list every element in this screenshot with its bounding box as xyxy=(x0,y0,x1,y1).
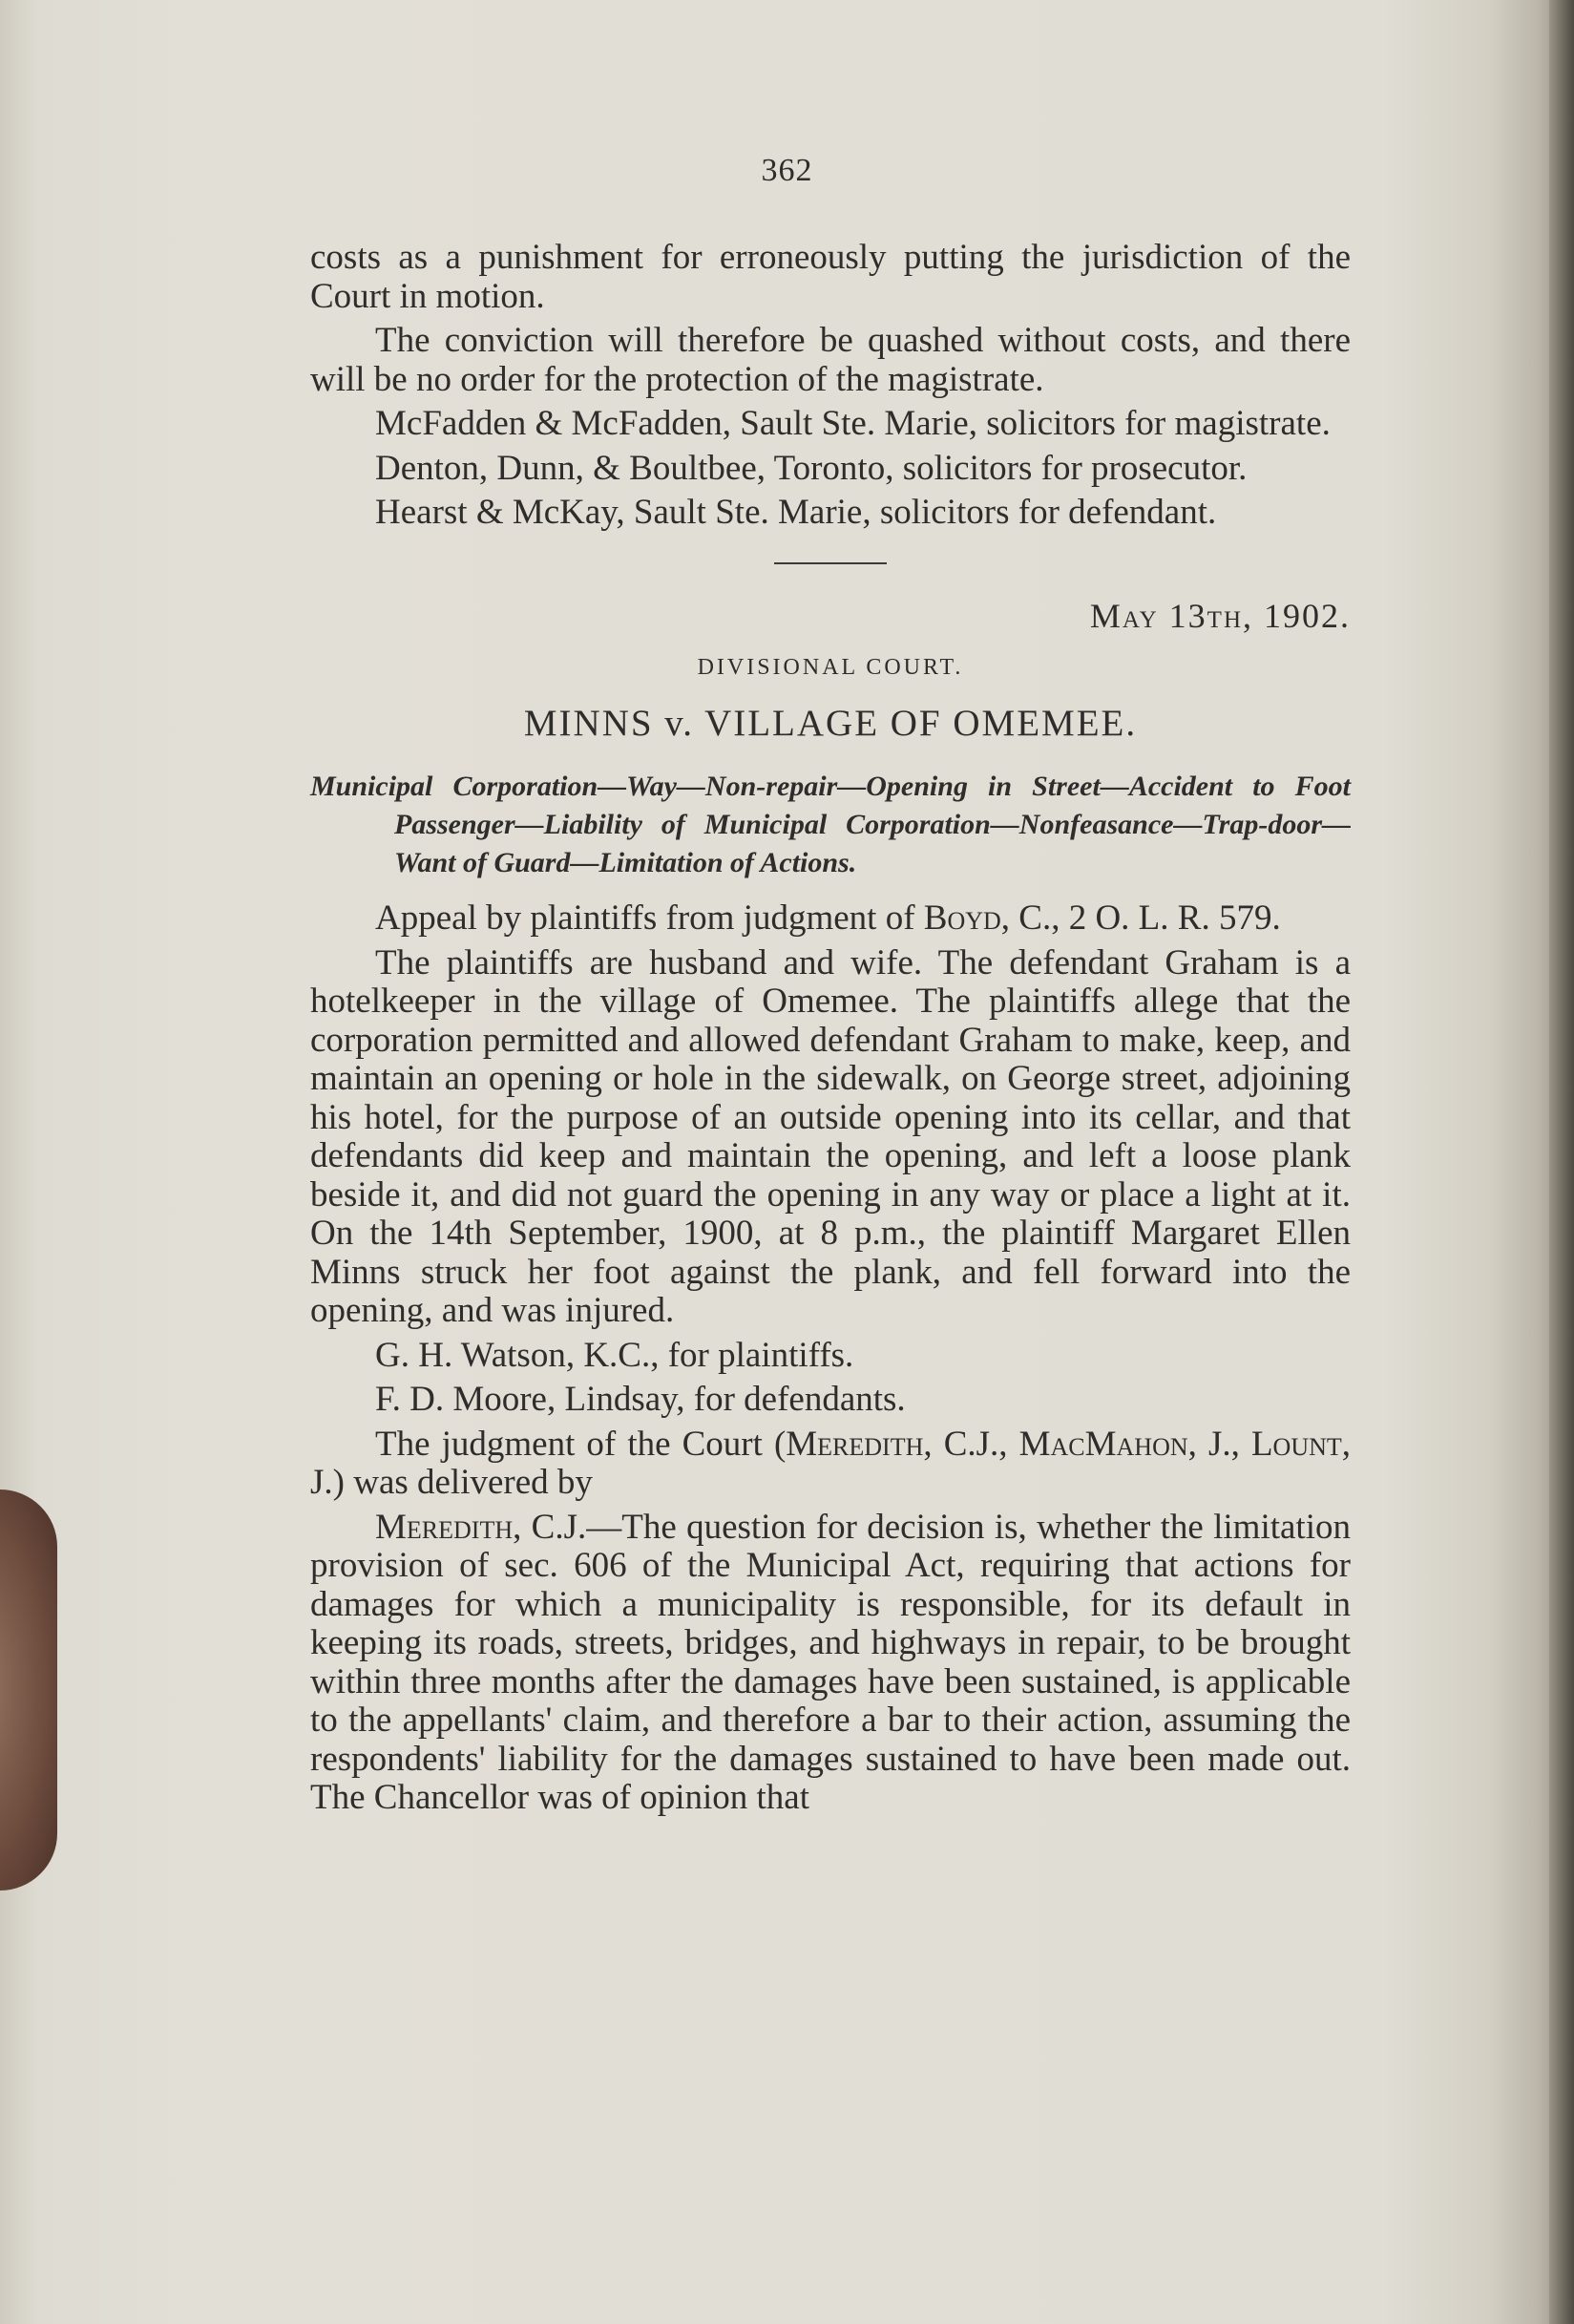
opinion-paragraph: Meredith, C.J.—The question for decision is, whether the limitation provision of sec. 606 of the Municipal Act, requiring that actions for damages for which a municipality is responsible, for its default in keeping its roads, streets, bridges, and highways in repair, to be brought within three months after the damages have been sustained, is applicable to the appellants' claim, and therefore a bar to their action, assuming the respondents' liability for the damages sustained to have been made out. The Chancellor was of opinion that xyxy=(310,1507,1351,1817)
judge-name: MacMahon xyxy=(1018,1424,1188,1464)
judge-name: Lount xyxy=(1250,1424,1342,1464)
counsel-plaintiffs: G. H. Watson, K.C., for plaintiffs. xyxy=(375,1335,854,1375)
headnote: Municipal Corporation—Way—Non-repair—Opening in Street—Accident to Foot Passenger—Liability of Municipal Corporation—Nonfeasance—Trap-door—Want of Guard—Limitation of Actions. xyxy=(310,771,1351,878)
decision-date: May 13th, 1902. xyxy=(1089,596,1351,635)
appeal-paragraph: Appeal by plaintiffs from judgment of Boyd, C., 2 O. L. R. 579. xyxy=(375,898,1281,938)
facts-paragraph: The plaintiffs are husband and wife. The defendant Graham is a hotelkeeper in the village of Omemee. The plaintiffs allege that the corporation permitted and allowed defendant Graham to make, keep, and maintain an opening or hole in the sidewalk, on George street, adjoining his hotel, for the purpose of an outside opening into its cellar, and that defendants did keep and maintain the opening, and left a loose plank beside it, and did not guard the opening in any way or place a light at it. On the 14th September, 1900, at 8 p.m., the plaintiff Margaret Ellen Minns struck her foot against the plank, and fell forward into the opening, and was injured. xyxy=(310,942,1351,1330)
paragraph-costs: costs as a punishment for erroneously putting the jurisdiction of the Court in motion. xyxy=(310,238,1351,316)
court-name: DIVISIONAL COURT. xyxy=(697,655,964,680)
thumb-image xyxy=(0,1489,57,1891)
paragraph-conviction: The conviction will therefore be quashed without costs, and there will be no order for the protection of the magistrate. xyxy=(310,321,1351,399)
judgment-intro: The judgment of the Court (Meredith, C.J., MacMahon, J., Lount, J.) was delivered by xyxy=(310,1424,1351,1502)
case-title: MINNS v. VILLAGE OF OMEMEE. xyxy=(523,702,1138,744)
page-number: 362 xyxy=(761,153,813,188)
judge-name: Boyd xyxy=(923,898,1001,938)
judge-name: Meredith xyxy=(375,1507,514,1547)
solicitors-prosecutor: Denton, Dunn, & Boultbee, Toronto, solicitors for prosecutor. xyxy=(375,448,1248,488)
page-body xyxy=(310,239,1351,1818)
counsel-defendants: F. D. Moore, Lindsay, for defendants. xyxy=(375,1380,906,1419)
judge-name: Meredith xyxy=(786,1424,924,1464)
section-divider xyxy=(774,562,887,564)
solicitors-defendant: Hearst & McKay, Sault Ste. Marie, solicitors for defendant. xyxy=(375,493,1217,532)
solicitors-magistrate: McFadden & McFadden, Sault Ste. Marie, solicitors for magistrate. xyxy=(375,404,1331,443)
book-spine xyxy=(1549,0,1574,2324)
